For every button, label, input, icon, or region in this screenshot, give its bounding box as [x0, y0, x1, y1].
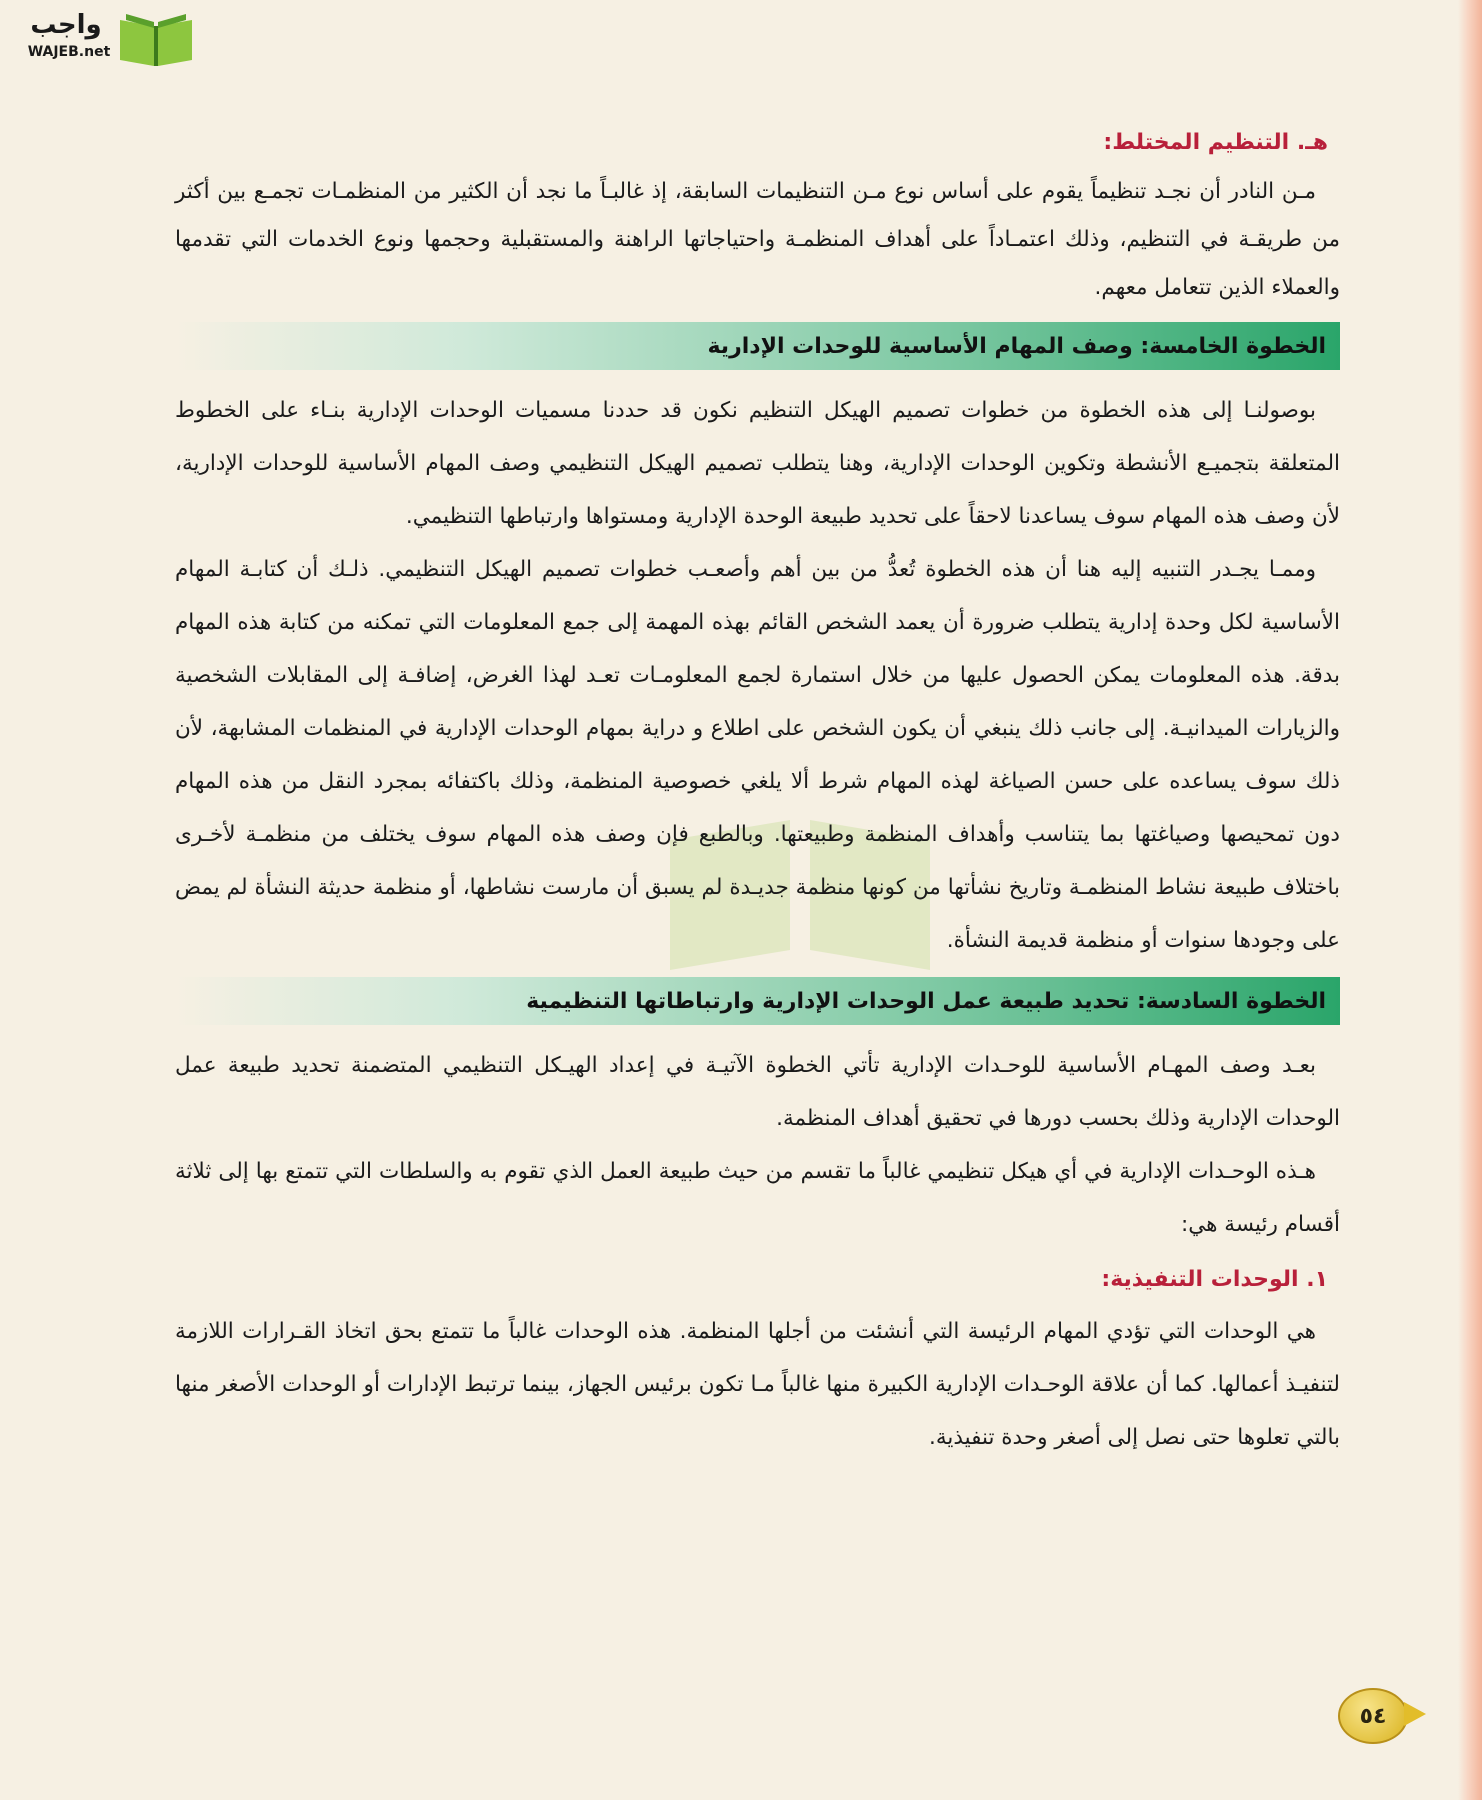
step5-paragraph-2: وممـا يجـدر التنبيه إليه هنا أن هذه الخطوة تُعدُّ من بين أهم وأصعـب خطوات تصميم الهيكل التنظيمي. ذلـك أن كتابـة المهام الأساسية لكل وحدة إدارية يتطلب ضرورة أن يعمد الشخص القائم بهذه المهمة إلى جمع المعلومات التي تمكنه من كتابة هذه المهام بدقة. هذه المعلومات يمكن الحصول عليها من خلال استمارة لجمع المعلومـات تعـد لهذا الغرض، إضافـة إلى المقابلات الشخصية والزيارات الميدانيـة. إلى جانب ذلك ينبغي أن يكون الشخص على اطلاع و دراية بمهام الوحدات الإدارية في المنظمات المشابهة، لأن ذلك سوف يساعده على حسن الصياغة لهذه المهام شرط ألا يلغي خصوصية المنظمة، وذلك باكتفائه بمجرد النقل من هذه المهام دون تمحيصها وصياغتها بما يتناسب وأهداف المنظمة وطبيعتها. وبالطبع فإن وصف هذه المهام سوف يختلف من منظمـة لأخـرى باختلاف طبيعة نشاط المنظمـة وتاريخ نشأتها من كونها منظمة جديـدة لم يسبق أن مارست نشاطها، أو منظمة حديثة النشأة لم يمض على وجودها سنوات أو منظمة قديمة النشأة. [175, 557, 1340, 953]
step6-title: الخطوة السادسة: تحديد طبيعة عمل الوحدات الإدارية وارتباطاتها التنظيمية [526, 988, 1326, 1014]
page-arrow-icon [1404, 1702, 1426, 1726]
mixed-organization-heading: هـ. التنظيم المختلط: [1103, 130, 1328, 155]
step6-paragraph-2: هـذه الوحـدات الإدارية في أي هيكل تنظيمي غالباً ما تقسم من حيث طبيعة العمل الذي تقوم به والسلطات التي تتمتع بها إلى ثلاثة أقسام رئيسة هي: [175, 1159, 1340, 1237]
step5-paragraph-1: بوصولنـا إلى هذه الخطوة من خطوات تصميم الهيكل التنظيم نكون قد حددنا مسميات الوحدات الإدارية بنـاء على الخطوط المتعلقة بتجميـع الأنشطة وتكوين الوحدات الإدارية، وهنا يتطلب تصميم الهيكل التنظيمي وصف المهام الأساسية للوحدات الإدارية، لأن وصف هذه المهام سوف يساعدنا لاحقاً على تحديد طبيعة الوحدة الإدارية ومستواها وارتباطها التنظيمي. [175, 398, 1340, 529]
logo-subtext: WAJEB.net [27, 44, 111, 60]
mixed-organization-paragraph: مـن النادر أن نجـد تنظيماً يقوم على أساس نوع مـن التنظيمات السابقة، إذ غالبـاً ما نجد أن الكثير من المنظمـات تجمـع بين أكثر من طريقـة في التنظيم، وذلك اعتمـاداً على أهداف المنظمـة واحتياجاتها الراهنة والمستقبلية وحجمها ونوع الخدمات التي تقدمها والعملاء الذين تتعامل معهم. [175, 179, 1340, 300]
step6-banner [175, 977, 1340, 1025]
wajeb-logo[interactable] [12, 8, 192, 72]
step5-title: الخطوة الخامسة: وصف المهام الأساسية للوحدات الإدارية [707, 333, 1326, 359]
page-number: ٥٤ [1338, 1688, 1408, 1744]
step6-paragraph-1: بعـد وصف المهـام الأساسية للوحـدات الإدارية تأتي الخطوة الآتيـة في إعداد الهيـكل التنظيمي المتضمنة تحديد طبيعة عمل الوحدات الإدارية وذلك بحسب دورها في تحقيق أهداف المنظمة. [175, 1053, 1340, 1131]
step5-banner [175, 322, 1340, 370]
right-edge-stripe [1458, 0, 1482, 1800]
executive-units-heading: ١. الوحدات التنفيذية: [1101, 1267, 1328, 1292]
book-icon [116, 10, 196, 68]
executive-units-paragraph: هي الوحدات التي تؤدي المهام الرئيسة التي أنشئت من أجلها المنظمة. هذه الوحدات غالباً ما تتمتع بحق اتخاذ القـرارات اللازمة لتنفيـذ أعمالها. كما أن علاقة الوحـدات الإدارية الكبيرة منها غالباً مـا تكون برئيس الجهاز، بينما ترتبط الإدارات أو الوحدات الأصغر منها بالتي تعلوها حتى نصل إلى أصغر وحدة تنفيذية. [175, 1319, 1340, 1450]
page-content [175, 128, 1340, 1464]
logo-text: واجب [30, 10, 102, 40]
